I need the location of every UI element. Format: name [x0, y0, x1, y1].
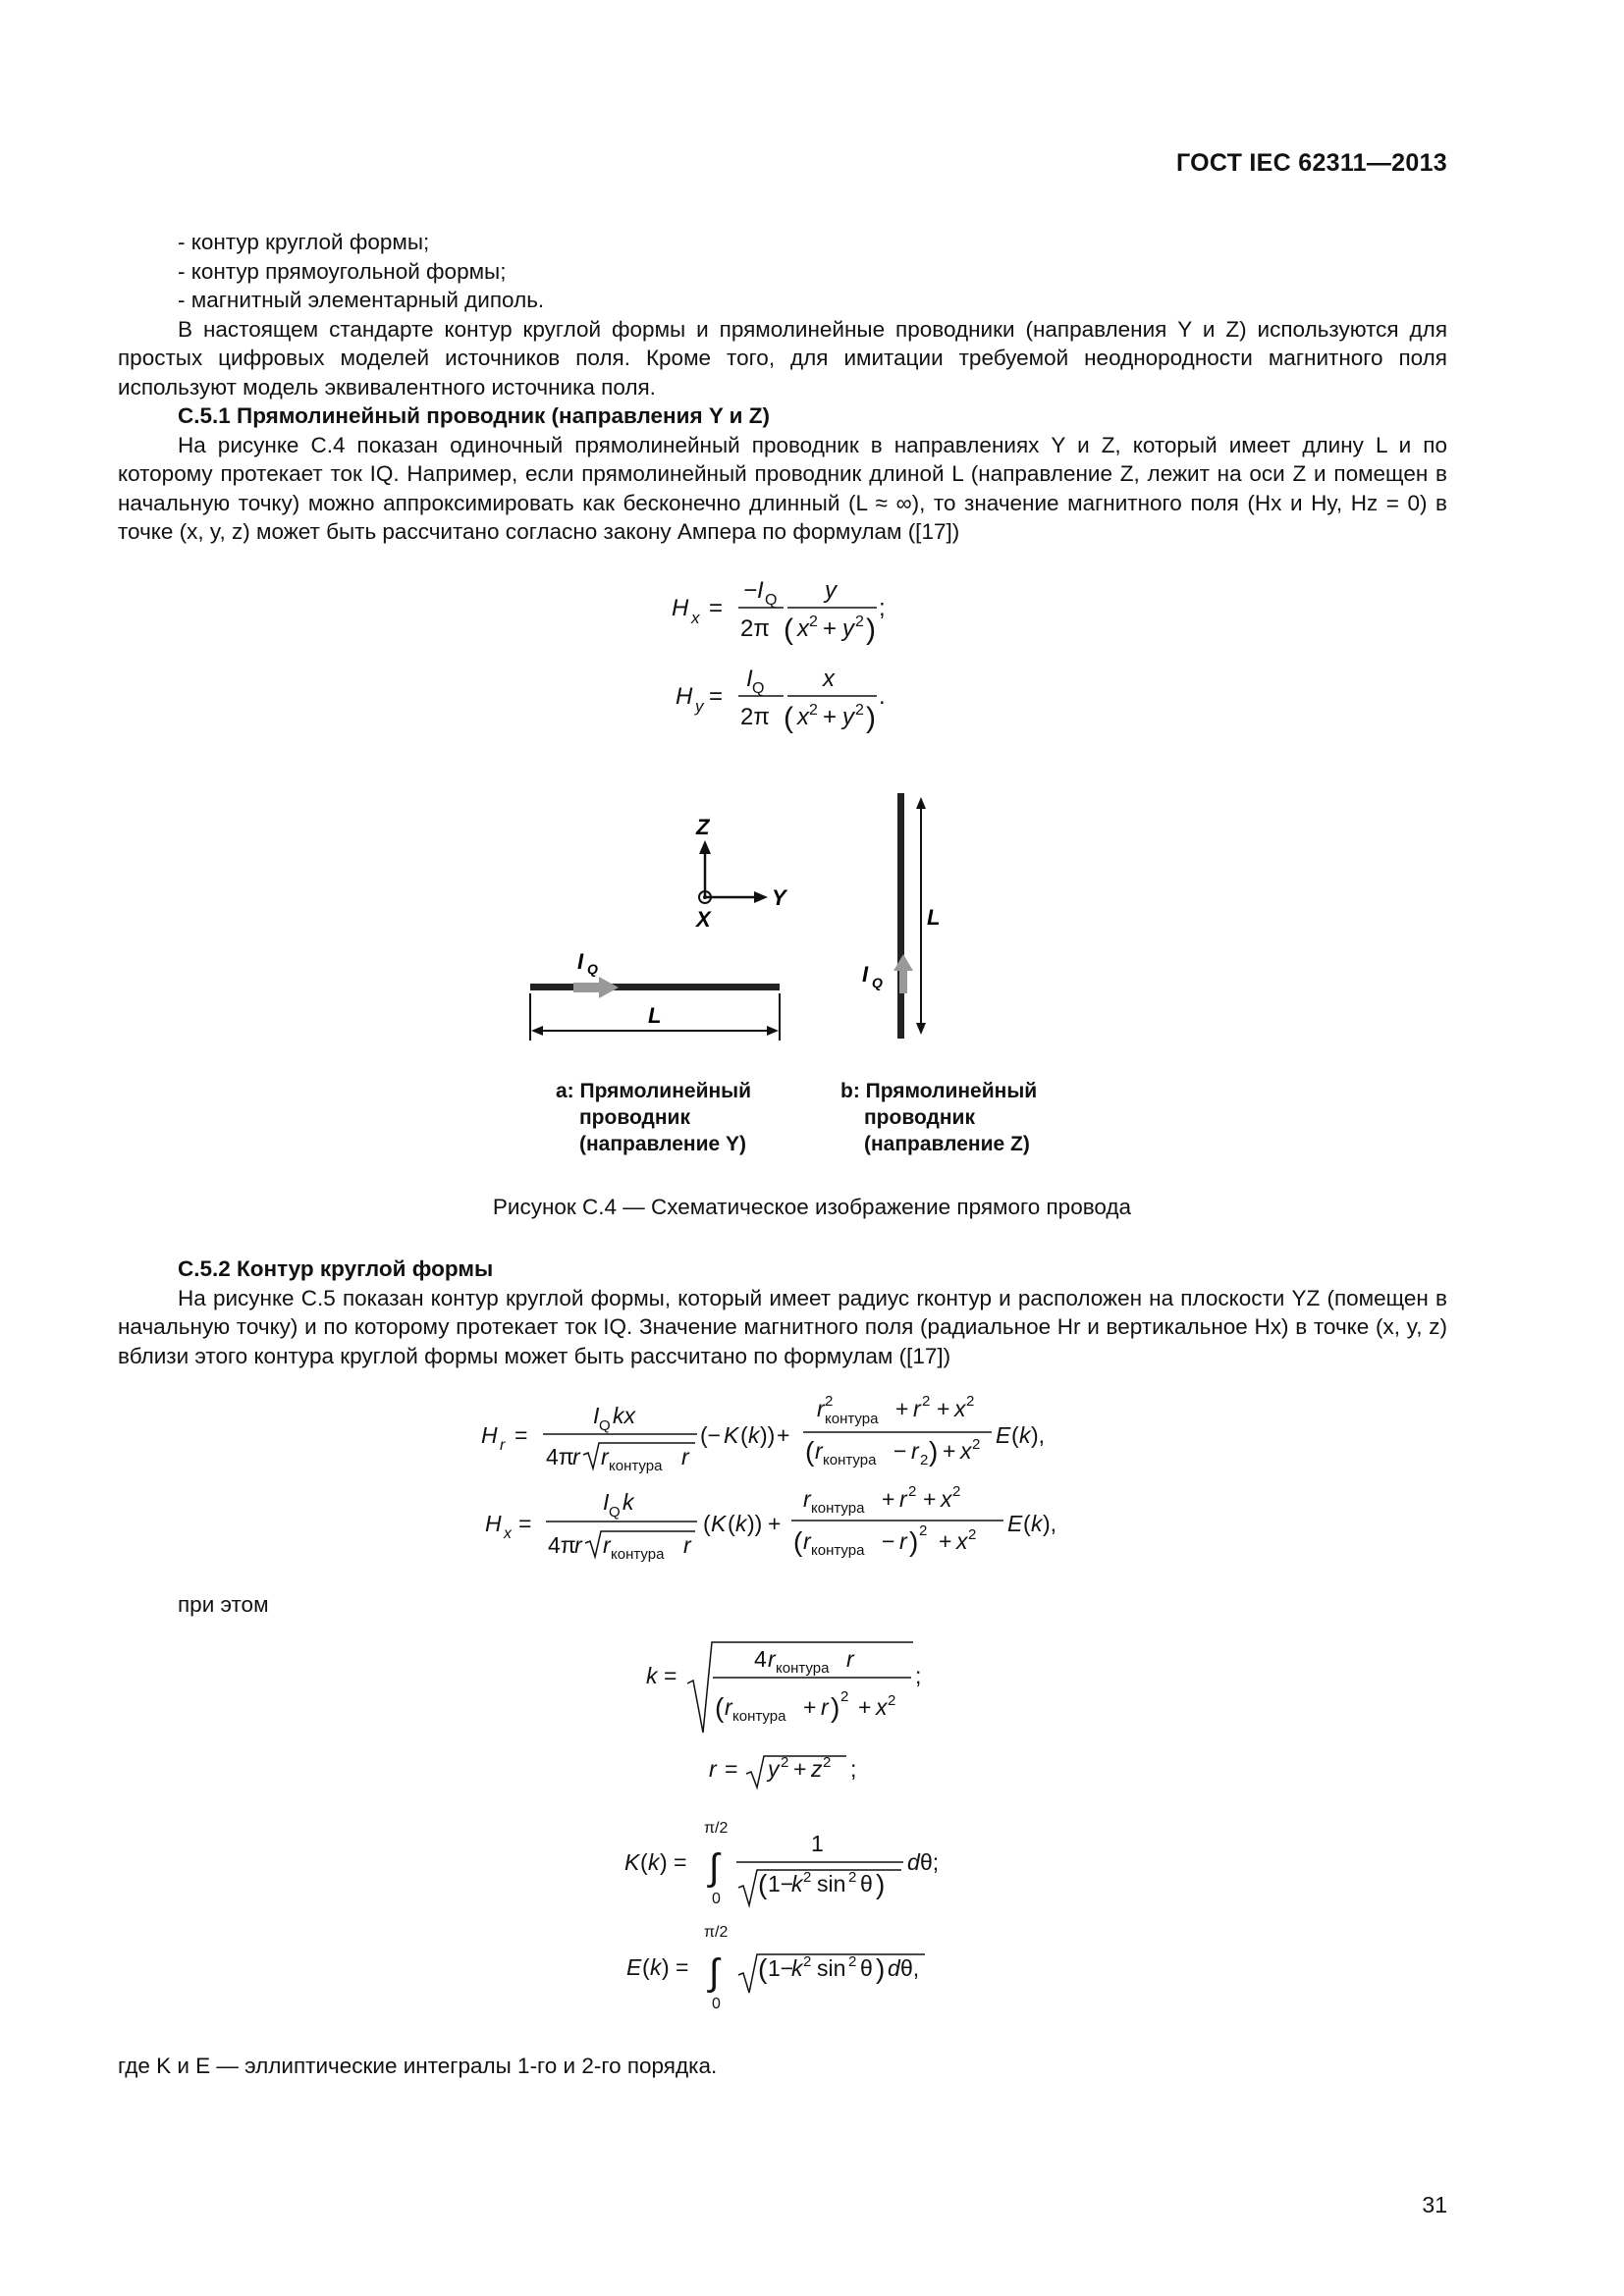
- svg-text:k: k: [648, 1849, 660, 1875]
- svg-text:E: E: [1007, 1511, 1023, 1536]
- svg-text:k: k: [650, 1954, 662, 1980]
- svg-text:;: ;: [850, 1756, 857, 1782]
- svg-text:I: I: [603, 1489, 610, 1515]
- svg-text:k: k: [791, 1871, 803, 1896]
- svg-text:+: +: [777, 1422, 790, 1448]
- svg-text:контура: контура: [776, 1660, 830, 1677]
- svg-text:2: 2: [855, 702, 864, 719]
- svg-text:(: (: [640, 1849, 648, 1875]
- paragraph: где K и E — эллиптические интегралы 1-го и 2-го порядка.: [118, 2054, 718, 2078]
- axis-label-x: X: [696, 907, 711, 932]
- svg-text:π/2: π/2: [704, 1820, 729, 1837]
- svg-text:=: =: [709, 595, 724, 621]
- svg-text:−I: −I: [743, 577, 764, 604]
- coordinate-axes: [694, 815, 788, 932]
- svg-text:I: I: [746, 666, 753, 692]
- svg-text:E: E: [626, 1954, 642, 1980]
- svg-text:4π: 4π: [548, 1532, 576, 1558]
- intro-where: [118, 1590, 1447, 1620]
- svg-text:K: K: [711, 1511, 727, 1536]
- svg-text:r: r: [803, 1486, 811, 1512]
- svg-text:): ): [876, 1953, 886, 1984]
- svg-text:d: d: [888, 1955, 900, 1981]
- svg-text:r: r: [815, 1438, 823, 1464]
- svg-text:r: r: [821, 1694, 829, 1720]
- svg-text:2: 2: [908, 1483, 917, 1500]
- svg-text:2: 2: [840, 1688, 849, 1705]
- svg-text:2: 2: [825, 1393, 834, 1410]
- svg-text:): ): [831, 1692, 840, 1723]
- svg-text:∫: ∫: [709, 1847, 720, 1889]
- svg-text:H: H: [672, 595, 689, 621]
- svg-text:k: k: [735, 1511, 747, 1536]
- svg-text:+: +: [882, 1486, 895, 1512]
- svg-text:y: y: [695, 697, 704, 716]
- svg-text:2π: 2π: [740, 615, 770, 642]
- svg-text:=: =: [709, 683, 724, 710]
- formula-k-r-integrals: [0, 1634, 1624, 2027]
- svg-text:sin: sin: [817, 1955, 846, 1981]
- svg-text:+: +: [937, 1396, 950, 1421]
- svg-text:): ): [866, 614, 876, 646]
- svg-text:r: r: [803, 1528, 811, 1554]
- svg-text:4: 4: [754, 1646, 767, 1672]
- svg-text:E: E: [996, 1422, 1011, 1448]
- length-label: L: [927, 905, 941, 930]
- svg-text:)): )): [747, 1511, 763, 1536]
- svg-text:1−: 1−: [768, 1955, 794, 1981]
- svg-text:r: r: [817, 1396, 825, 1421]
- svg-text:y: y: [825, 577, 837, 604]
- svg-text:контура: контура: [823, 1452, 877, 1468]
- svg-text:(: (: [703, 1511, 711, 1536]
- svg-text:(: (: [784, 614, 793, 646]
- svg-text:y: y: [768, 1756, 780, 1782]
- svg-text:2: 2: [919, 1522, 928, 1539]
- svg-text:+: +: [823, 704, 838, 730]
- svg-text:r: r: [911, 1438, 919, 1464]
- svg-text:(: (: [758, 1953, 768, 1984]
- svg-text:r: r: [913, 1396, 921, 1421]
- svg-text:d: d: [907, 1849, 920, 1875]
- svg-text:k: k: [1031, 1511, 1043, 1536]
- svg-text:2: 2: [920, 1452, 929, 1468]
- svg-text:(: (: [728, 1511, 735, 1536]
- svg-text:),: ),: [1043, 1511, 1057, 1536]
- svg-text:π/2: π/2: [704, 1924, 729, 1941]
- svg-text:H: H: [676, 683, 693, 710]
- svg-text:2: 2: [809, 702, 818, 719]
- svg-text:θ: θ: [860, 1955, 873, 1981]
- svg-text:k: k: [748, 1422, 760, 1448]
- svg-text:r: r: [709, 1756, 717, 1782]
- paragraph: На рисунке С.5 показан контур круглой формы, который имеет радиус rконтур и расположен на плоскости YZ (помещен в начальную точку) и по которому протекает ток IQ. Значение магнитного поля (радиальное Hr и вертикальное Hx) в точке (x, y, z) вблизи этого контура круглой формы может быть рассчитано по формулам ([17]): [118, 1285, 1447, 1368]
- paragraph: В настоящем стандарте контур круглой формы и прямолинейные проводники (направления Y и Z) используются для простых цифровых моделей источников поля. Кроме того, для имитации требуемой неоднородности магнитного поля используют модель эквивалентного источника поля.: [118, 316, 1447, 400]
- svg-text:x: x: [691, 609, 700, 627]
- svg-text:x: x: [823, 666, 835, 692]
- svg-text:x: x: [956, 1528, 968, 1554]
- svg-text:контура: контура: [811, 1500, 865, 1517]
- svg-text:x: x: [941, 1486, 952, 1512]
- current-subscript: Q: [872, 975, 883, 990]
- svg-text:=: =: [725, 1756, 738, 1782]
- svg-text:контура: контура: [811, 1542, 865, 1559]
- svg-text:r: r: [725, 1694, 732, 1720]
- svg-text:2: 2: [972, 1436, 981, 1453]
- svg-text:2: 2: [855, 614, 864, 630]
- svg-text:(: (: [715, 1692, 725, 1723]
- svg-text:+: +: [793, 1756, 807, 1782]
- svg-text:1: 1: [811, 1831, 824, 1856]
- svg-text:)): )): [760, 1422, 776, 1448]
- list-item: - магнитный элементарный диполь.: [178, 288, 545, 312]
- svg-text:+: +: [803, 1694, 817, 1720]
- svg-text:2: 2: [848, 1869, 857, 1886]
- svg-text:2π: 2π: [740, 704, 770, 730]
- figure-label-b: b: Прямолинейный проводник (направление Z): [840, 1080, 1038, 1155]
- svg-text:=: =: [676, 1954, 689, 1980]
- svg-text:+: +: [943, 1438, 956, 1464]
- svg-text:x: x: [797, 704, 809, 730]
- axis-label-z: Z: [696, 815, 710, 839]
- svg-text:2: 2: [888, 1692, 896, 1709]
- svg-text:2: 2: [823, 1754, 832, 1771]
- svg-text:): ): [662, 1954, 670, 1980]
- svg-text:(: (: [784, 702, 793, 734]
- svg-text:(: (: [740, 1422, 748, 1448]
- svg-text:y: y: [842, 704, 854, 730]
- svg-text:r: r: [500, 1437, 506, 1454]
- svg-text:;: ;: [915, 1663, 922, 1688]
- svg-text:r: r: [899, 1528, 907, 1554]
- svg-text:0: 0: [712, 1891, 721, 1907]
- svg-text:0: 0: [712, 1996, 721, 2012]
- svg-text:контура: контура: [732, 1708, 786, 1725]
- svg-text:θ;: θ;: [920, 1849, 940, 1875]
- svg-text:(: (: [642, 1954, 650, 1980]
- svg-text:sin: sin: [817, 1871, 846, 1896]
- current-label: I: [577, 949, 584, 974]
- svg-text:+: +: [895, 1396, 909, 1421]
- svg-text:2: 2: [966, 1393, 975, 1410]
- svg-text:=: =: [514, 1422, 528, 1448]
- svg-text:r: r: [603, 1532, 611, 1558]
- svg-text:k: k: [623, 1489, 634, 1515]
- svg-text:K: K: [724, 1422, 739, 1448]
- section-c52: [118, 1255, 1447, 1370]
- svg-text:−: −: [893, 1438, 907, 1464]
- svg-text:H: H: [485, 1511, 502, 1536]
- svg-text:=: =: [518, 1511, 532, 1536]
- svg-text:+: +: [939, 1528, 952, 1554]
- conductor-z: [862, 793, 940, 1039]
- svg-text:контура: контура: [825, 1411, 879, 1427]
- svg-text:(−: (−: [700, 1422, 722, 1448]
- figure-label-a: a: Прямолинейный проводник (направление Y): [556, 1080, 752, 1155]
- paragraph: На рисунке С.4 показан одиночный прямолинейный проводник в направлениях Y и Z, который имеет длину L и по которому протекает ток IQ. Например, если прямолинейный проводник длиной L (направление Z, лежит на оси Z и помещен в начальную точку) можно аппроксимировать как бесконечно длинный (L ≈ ∞), то значение магнитного поля (Hx и Hy, Hz = 0) в точке (x, y, z) может быть рассчитано согласно закону Ампера по формулам ([17]): [118, 432, 1447, 544]
- svg-text:2: 2: [952, 1483, 961, 1500]
- svg-text:I: I: [593, 1403, 600, 1428]
- figure-straight-conductor: [0, 775, 1624, 1050]
- length-label: L: [648, 1003, 662, 1028]
- document-header: ГОСТ IEC 62311—2013: [1175, 149, 1447, 177]
- svg-text:K: K: [624, 1849, 640, 1875]
- svg-text:): ): [876, 1869, 886, 1899]
- svg-text:контура: контура: [609, 1458, 663, 1474]
- current-label: I: [862, 962, 869, 987]
- svg-text:2: 2: [922, 1393, 931, 1410]
- svg-text:=: =: [664, 1663, 677, 1688]
- svg-text:r: r: [572, 1444, 580, 1469]
- svg-text:r: r: [846, 1646, 854, 1672]
- intro-block: [118, 228, 1447, 547]
- list-item: - контур круглой формы;: [178, 230, 430, 254]
- svg-text:;: ;: [879, 595, 886, 621]
- conductor-y: [530, 949, 780, 1041]
- svg-text:контура: контура: [611, 1546, 665, 1563]
- svg-text:+: +: [858, 1694, 872, 1720]
- svg-text:y: y: [842, 615, 854, 642]
- page-number: 31: [1422, 2192, 1447, 2217]
- axis-label-y: Y: [772, 885, 786, 910]
- svg-text:x: x: [504, 1525, 512, 1542]
- list-item: - контур прямоугольной формы;: [178, 258, 507, 284]
- paragraph: при этом: [178, 1592, 269, 1617]
- svg-text:2: 2: [809, 614, 818, 630]
- svg-text:+: +: [823, 615, 838, 642]
- svg-text:Q: Q: [609, 1504, 621, 1521]
- svg-text:2: 2: [781, 1754, 789, 1771]
- svg-text:): ): [660, 1849, 668, 1875]
- svg-text:(: (: [793, 1526, 803, 1557]
- section-heading: С.5.2 Контур круглой формы: [178, 1256, 494, 1281]
- svg-text:2: 2: [803, 1953, 812, 1970]
- svg-text:): ): [929, 1436, 939, 1467]
- svg-text:2: 2: [968, 1526, 977, 1543]
- svg-text:(: (: [1023, 1511, 1031, 1536]
- svg-text:Q: Q: [752, 680, 765, 697]
- svg-text:x: x: [797, 615, 809, 642]
- svg-text:4π: 4π: [546, 1444, 574, 1469]
- svg-text:1−: 1−: [768, 1871, 794, 1896]
- svg-text:x: x: [954, 1396, 966, 1421]
- svg-text:H: H: [481, 1422, 498, 1448]
- svg-text:k: k: [1019, 1422, 1031, 1448]
- svg-text:+: +: [768, 1511, 782, 1536]
- svg-text:Q: Q: [599, 1417, 611, 1434]
- section-heading: С.5.1 Прямолинейный проводник (направления Y и Z): [178, 403, 770, 428]
- svg-text:x: x: [960, 1438, 972, 1464]
- svg-text:r: r: [601, 1444, 609, 1469]
- svg-text:): ): [866, 702, 876, 734]
- svg-text:),: ),: [1031, 1422, 1046, 1448]
- svg-text:+: +: [923, 1486, 937, 1512]
- svg-text:.: .: [879, 683, 886, 710]
- svg-text:2: 2: [848, 1953, 857, 1970]
- formula-hr-hx: [0, 1384, 1624, 1580]
- svg-text:z: z: [811, 1756, 823, 1782]
- svg-text:Q: Q: [765, 592, 778, 609]
- svg-text:kx: kx: [613, 1403, 635, 1428]
- svg-text:(: (: [805, 1436, 815, 1467]
- svg-text:θ: θ: [860, 1871, 873, 1896]
- figure-caption: Рисунок С.4 — Схематическое изображение прямого провода: [492, 1195, 1132, 1219]
- svg-text:∫: ∫: [709, 1952, 720, 1994]
- svg-text:r: r: [574, 1532, 582, 1558]
- svg-text:=: =: [674, 1849, 687, 1875]
- svg-text:(: (: [1011, 1422, 1019, 1448]
- svg-text:2: 2: [803, 1869, 812, 1886]
- svg-text:r: r: [899, 1486, 907, 1512]
- current-subscript: Q: [587, 961, 598, 977]
- elliptic-note: [118, 2052, 1447, 2081]
- svg-text:k: k: [791, 1955, 803, 1981]
- svg-text:r: r: [681, 1444, 689, 1469]
- svg-text:k: k: [646, 1663, 658, 1688]
- svg-text:r: r: [683, 1532, 691, 1558]
- svg-text:−: −: [882, 1528, 895, 1554]
- svg-text:r: r: [768, 1646, 776, 1672]
- svg-text:x: x: [876, 1694, 888, 1720]
- formula-hx-hy: [0, 574, 1624, 751]
- svg-text:): ): [909, 1526, 919, 1557]
- svg-text:θ,: θ,: [900, 1955, 920, 1981]
- svg-text:(: (: [758, 1869, 768, 1899]
